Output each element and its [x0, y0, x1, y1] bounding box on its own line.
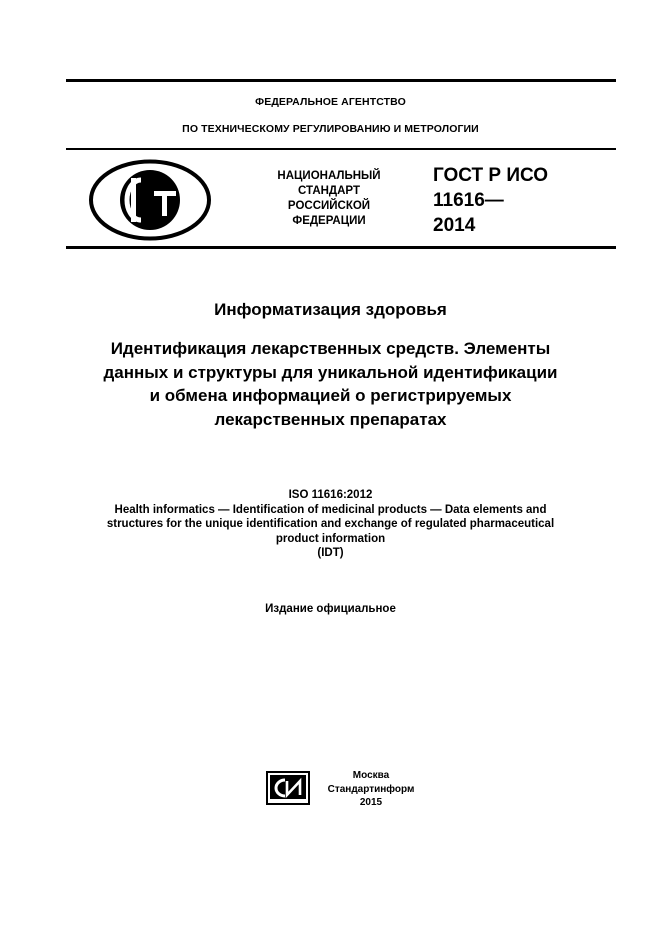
document-title: Информатизация здоровья	[214, 300, 447, 319]
top-rule	[66, 79, 616, 82]
national-line-2: СТАНДАРТ	[298, 185, 360, 197]
standard-designation	[433, 163, 613, 238]
publisher-city: Москва	[352, 770, 390, 781]
agency-line-2: ПО ТЕХНИЧЕСКОМУ РЕГУЛИРОВАНИЮ И МЕТРОЛОГИИ	[182, 123, 479, 135]
national-standard-caption	[262, 169, 396, 229]
agency-line-1: ФЕДЕРАЛЬНОЕ АГЕНТСТВО	[255, 96, 406, 108]
national-line-1: НАЦИОНАЛЬНЫЙ	[277, 170, 381, 182]
subtitle-line-2: данных и структуры для уникальной идентификации	[103, 362, 558, 382]
block-bottom-rule	[66, 246, 616, 249]
document-subtitle	[0, 337, 661, 431]
subtitle-line-4: лекарственных препаратах	[214, 409, 447, 429]
designation-line-3: 2014	[433, 215, 476, 236]
gost-r-logo-icon	[88, 158, 212, 242]
subtitle-line-1: Идентификация лекарственных средств. Элементы	[110, 339, 551, 358]
iso-title-line-1: Health informatics — Identification of medicinal products — Data elements and	[114, 503, 547, 516]
publisher-info	[320, 769, 422, 810]
edition-label: Издание официальное	[265, 603, 396, 615]
iso-title-line-3: product information	[275, 532, 386, 545]
designation-line-1: ГОСТ Р ИСО	[433, 165, 549, 186]
iso-equivalence: (IDT)	[317, 547, 344, 559]
standartinform-logo-icon	[266, 771, 310, 805]
iso-title-line-2: structures for the unique identification and exchange of regulated pharmaceutical	[106, 518, 555, 530]
publisher-name: Стандартинформ	[327, 783, 415, 795]
subtitle-line-3: и обмена информацией о регистрируемых	[149, 386, 512, 405]
iso-code: ISO 11616:2012	[288, 489, 373, 501]
national-line-3: РОССИЙСКОЙ	[287, 200, 371, 212]
publisher-year: 2015	[359, 797, 383, 808]
international-reference	[0, 488, 661, 561]
national-line-4: ФЕДЕРАЦИИ	[292, 215, 366, 227]
block-top-rule	[66, 148, 616, 150]
designation-line-2: 11616—	[433, 190, 504, 211]
